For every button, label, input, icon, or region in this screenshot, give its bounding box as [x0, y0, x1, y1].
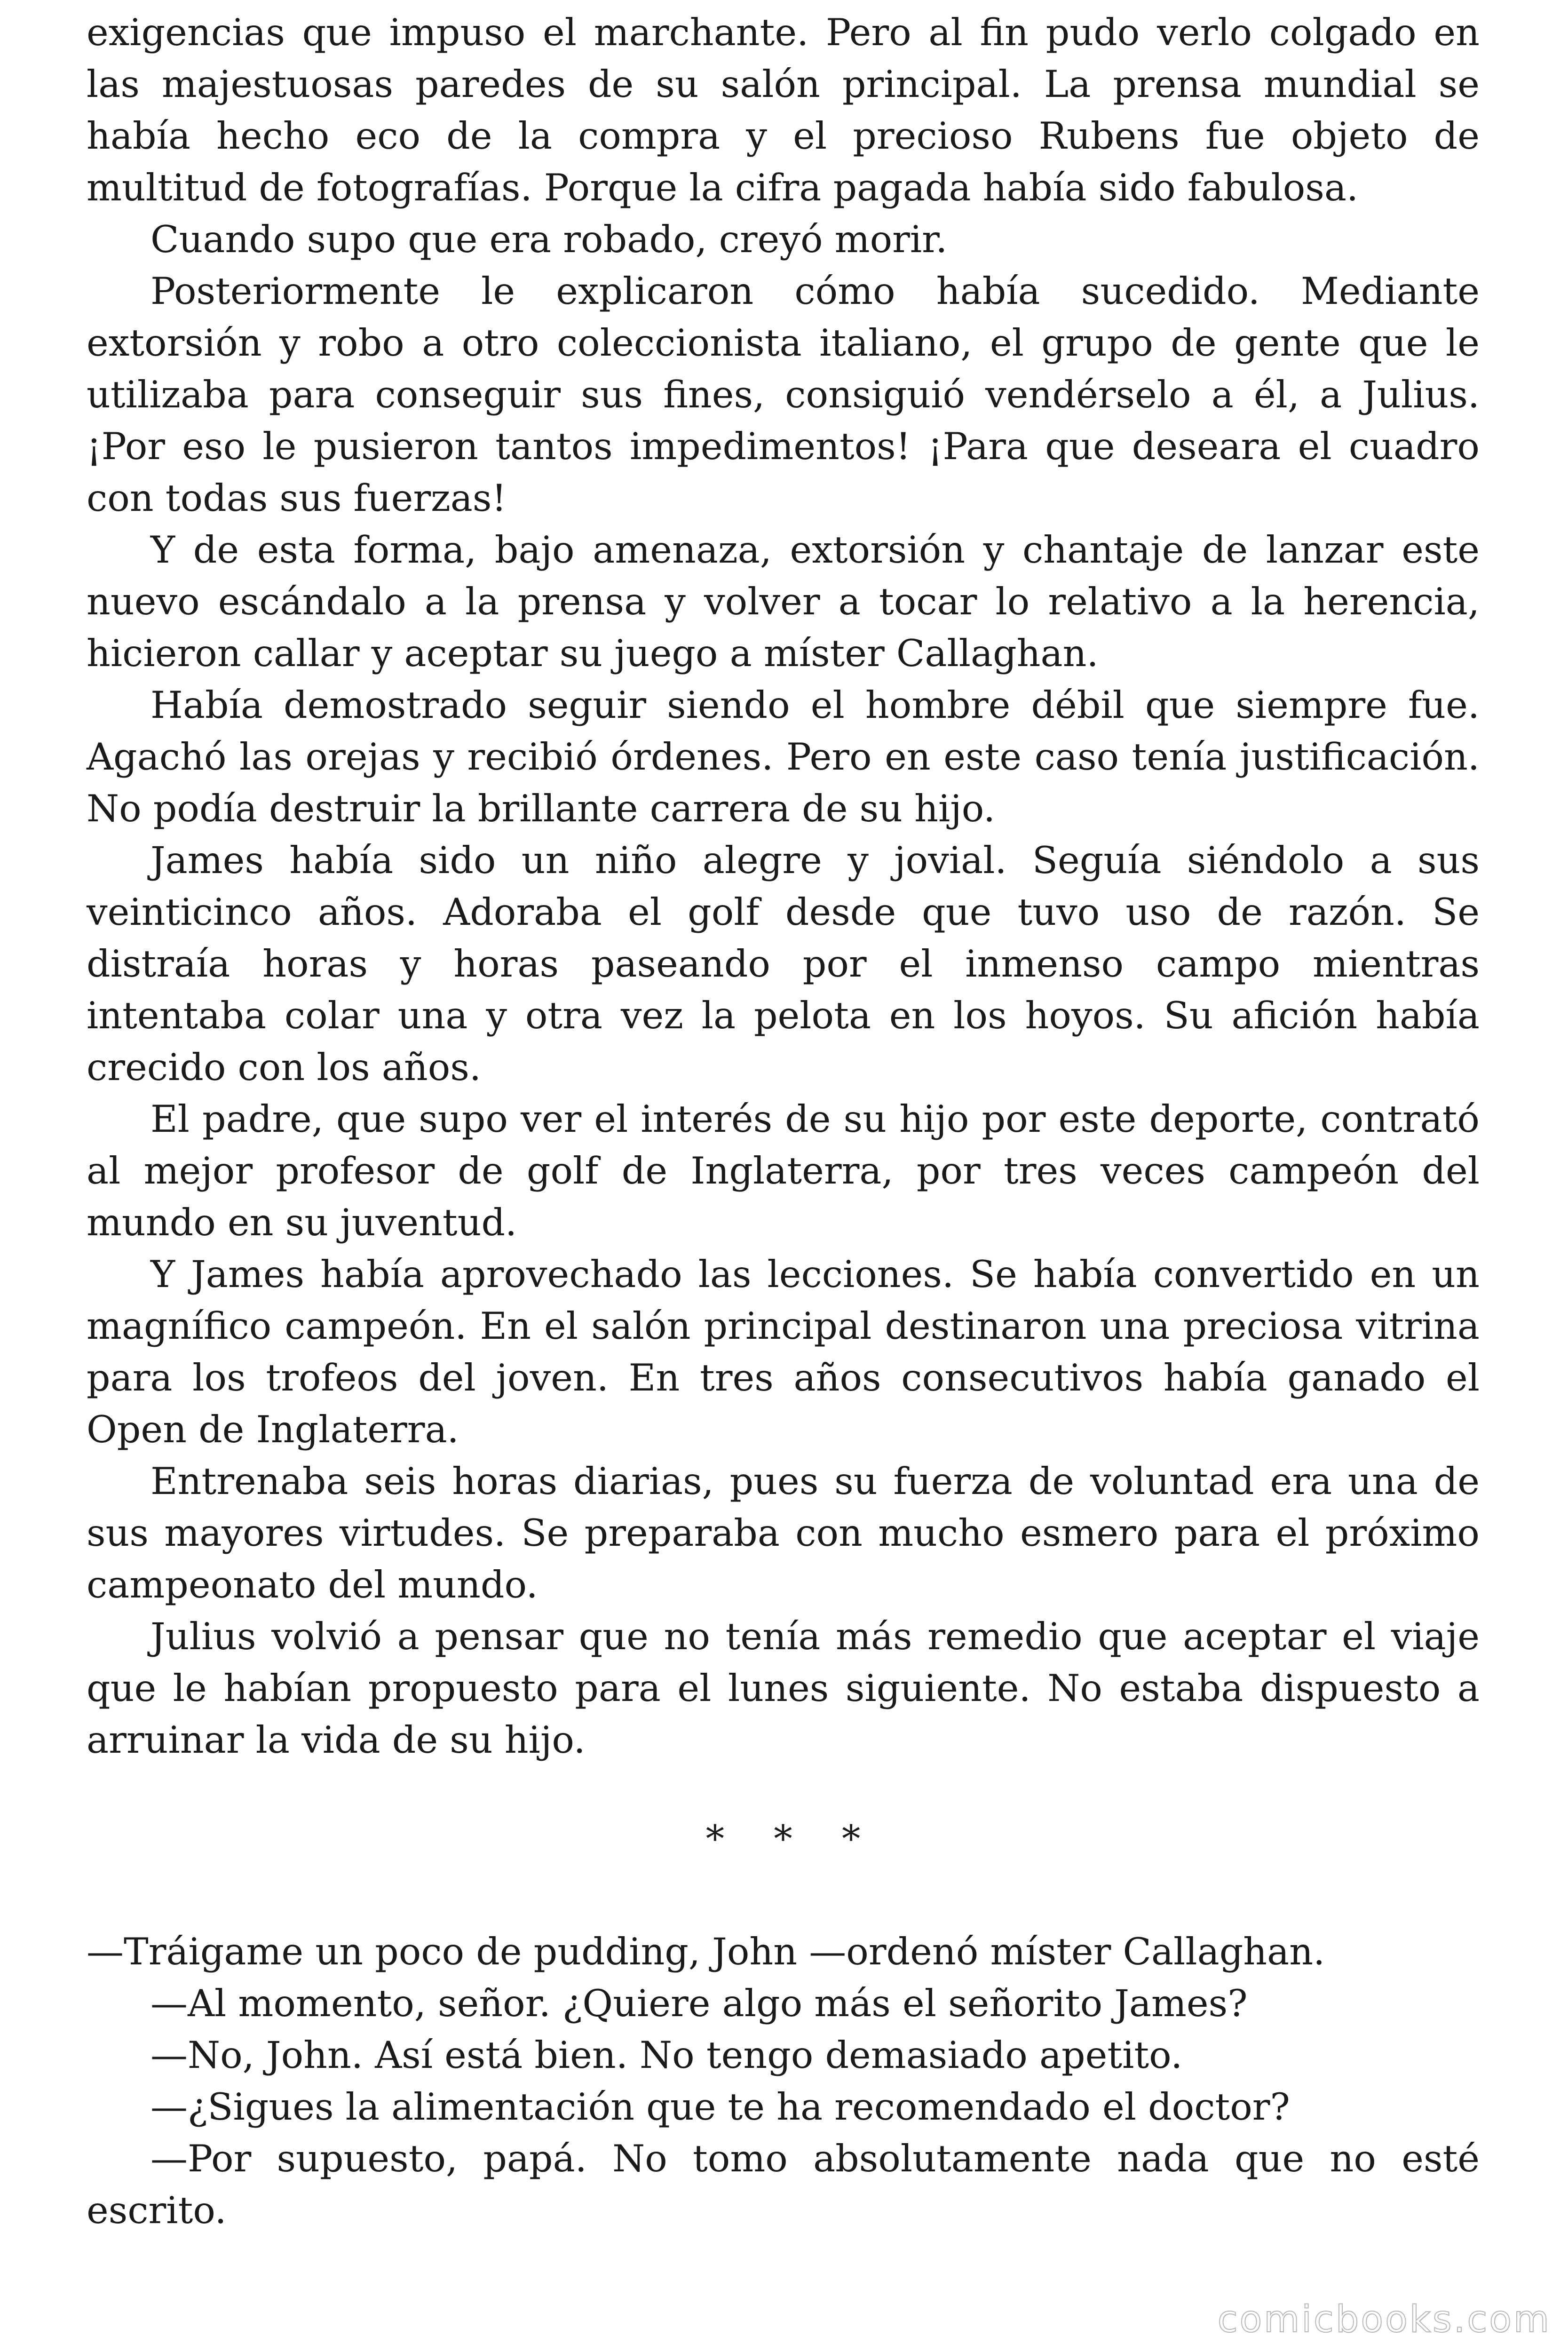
- dialogue-line: —No, John. Así está bien. No tengo demasiado apetito.: [150, 2034, 1183, 2077]
- paragraph: Posteriormente le explicaron cómo había sucedido. Mediante extorsión y robo a otro coleccionista italiano, el grupo de gente que le utilizaba para conseguir sus fines, consiguió vendérselo a él, a Julius. ¡Por eso le pusieron tantos impedimentos! ¡Para que deseara el cuadro con todas sus fuerzas!: [87, 270, 1480, 520]
- dialogue-line: —Al momento, señor. ¿Quiere algo más el señorito James?: [150, 1982, 1248, 2025]
- dialogue-line: —Tráigame un poco de pudding, John —ordenó míster Callaghan.: [87, 1930, 1325, 1973]
- section-separator: * * *: [705, 1817, 879, 1860]
- paragraph: Había demostrado seguir siendo el hombre débil que siempre fue. Agachó las orejas y recibió órdenes. Pero en este caso tenía justificación. No podía destruir la brillante carrera de su hijo.: [87, 683, 1480, 830]
- watermark: comicbooks.com: [1217, 2298, 1551, 2341]
- body-text: [87, 7, 1480, 2236]
- paragraph: Julius volvió a pensar que no tenía más remedio que aceptar el viaje que le habían propuesto para el lunes siguiente. No estaba dispuesto a arruinar la vida de su hijo.: [87, 1615, 1480, 1762]
- paragraph-continuation: exigencias que impuso el marchante. Pero al fin pudo verlo colgado en las majestuosas paredes de su salón principal. La prensa mundial se había hecho eco de la compra y el precioso Rubens fue objeto de multitud de fotografías. Porque la cifra pagada había sido fabulosa.: [87, 11, 1480, 209]
- dialogue-line: —Por supuesto, papá. No tomo absolutamente nada que no esté escrito.: [87, 2137, 1480, 2232]
- paragraph: Y de esta forma, bajo amenaza, extorsión y chantaje de lanzar este nuevo escándalo a la prensa y volver a tocar lo relativo a la herencia, hicieron callar y aceptar su juego a míster Callaghan.: [87, 528, 1480, 675]
- paragraph: El padre, que supo ver el interés de su hijo por este deporte, contrató al mejor profesor de golf de Inglaterra, por tres veces campeón del mundo en su juventud.: [87, 1097, 1480, 1244]
- paragraph: Y James había aprovechado las lecciones. Se había convertido en un magnífico campeón. En el salón principal destinaron una preciosa vitrina para los trofeos del joven. En tres años consecutivos había ganado el Open de Inglaterra.: [87, 1253, 1480, 1451]
- dialogue-line: —¿Sigues la alimentación que te ha recomendado el doctor?: [150, 2085, 1290, 2129]
- paragraph: Entrenaba seis horas diarias, pues su fuerza de voluntad era una de sus mayores virtudes. Se preparaba con mucho esmero para el próximo campeonato del mundo.: [87, 1460, 1480, 1606]
- paragraph: Cuando supo que era robado, creyó morir.: [150, 218, 948, 261]
- paragraph: James había sido un niño alegre y jovial. Seguía siéndolo a sus veinticinco años. Adoraba el golf desde que tuvo uso de razón. Se distraía horas y horas paseando por el inmenso campo mientras intentaba colar una y otra vez la pelota en los hoyos. Su afición había crecido con los años.: [87, 839, 1480, 1089]
